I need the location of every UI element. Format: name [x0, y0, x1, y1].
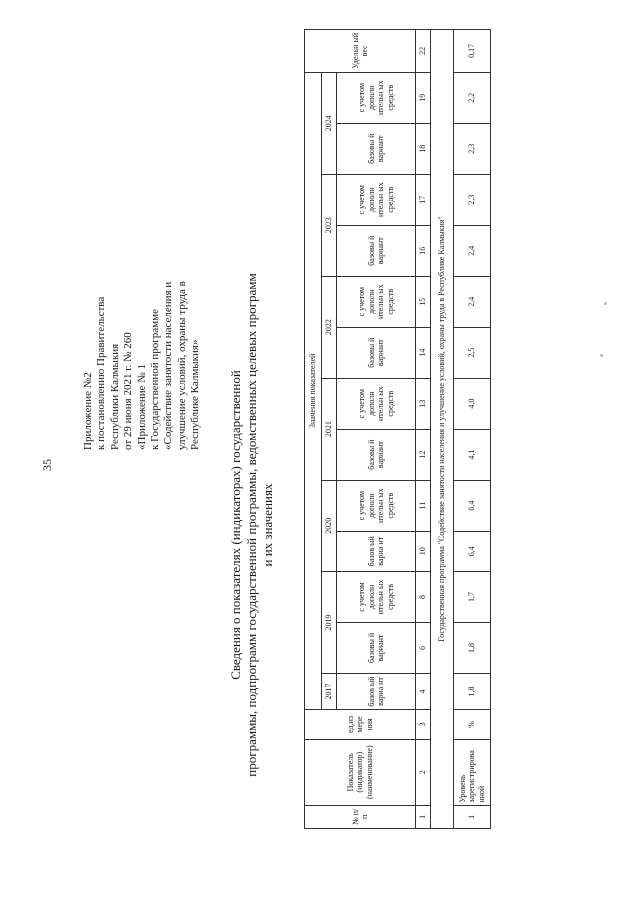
column-number: 12 — [416, 429, 431, 480]
header-share: Удельн ый вес — [305, 30, 416, 73]
column-number: 2 — [416, 739, 431, 805]
variant-base: базов ый вариа нт — [337, 673, 416, 709]
row-value: 2,4 — [454, 225, 491, 276]
column-number: 15 — [416, 276, 431, 327]
variant-base: базовы й вариант — [337, 327, 416, 378]
variant-with-funds: с учетом дополн ительн ых средств — [337, 276, 416, 327]
appendix-line: к Государственной программе — [149, 309, 162, 450]
year-2017: 2017 — [322, 673, 337, 709]
variant-with-funds: с учетом дополн ительн ых средств — [337, 480, 416, 531]
variant-base: базовы й вариант — [337, 225, 416, 276]
column-number: 6 — [416, 622, 431, 673]
year-2019: 2019 — [322, 571, 337, 673]
appendix-line: «Содействие занятости населения и — [162, 281, 175, 450]
appendix-line: от 29 июня 2021 г. № 260 — [122, 332, 135, 450]
variant-base: базовы й вариант — [337, 429, 416, 480]
table-row — [454, 30, 491, 829]
row-value: 4,0 — [454, 378, 491, 429]
variant-with-funds: с учетом дополн ительн ых средств — [337, 174, 416, 225]
column-number: 4 — [416, 673, 431, 709]
column-number: 18 — [416, 123, 431, 174]
appendix-line: Республики Калмыкия — [108, 343, 121, 450]
year-2024: 2024 — [322, 72, 337, 174]
column-number: 1 — [416, 805, 431, 828]
column-number: 19 — [416, 72, 431, 123]
year-2021: 2021 — [322, 378, 337, 480]
column-number: 22 — [416, 30, 431, 73]
row-value: 6,4 — [454, 480, 491, 531]
column-number: 3 — [416, 710, 431, 740]
year-2023: 2023 — [322, 174, 337, 276]
title-line: программы, подпрограмм государственной программы, ведомственных целевых программ — [244, 273, 259, 777]
row-value: 2,4 — [454, 276, 491, 327]
row-value: 2,3 — [454, 174, 491, 225]
row-value: 1,7 — [454, 571, 491, 622]
year-2022: 2022 — [322, 276, 337, 378]
row-unit: % — [454, 710, 491, 740]
appendix-line: «Приложение № 1 — [135, 363, 148, 450]
column-number: 10 — [416, 531, 431, 571]
column-number: 13 — [416, 378, 431, 429]
program-title-row: Государственная программа "Содействие занятости населения и улучшение условий, охраны труда в Республике Калмыкия" — [431, 30, 454, 829]
row-value: 2,2 — [454, 72, 491, 123]
title-line: Сведения о показателях (индикаторах) государственной — [228, 370, 243, 680]
appendix-line: Приложение №2 — [82, 372, 94, 450]
header-indicator: Показатель (индикатор) (наименование) — [305, 739, 416, 805]
column-number: 16 — [416, 225, 431, 276]
appendix-note — [82, 130, 203, 450]
row-number: 1 — [454, 805, 491, 828]
variant-with-funds: с учетом дополн ительн ых средств — [337, 378, 416, 429]
row-value: 4,1 — [454, 429, 491, 480]
column-number: 11 — [416, 480, 431, 531]
row-value: 0,17 — [454, 30, 491, 73]
row-value: 1,8 — [454, 622, 491, 673]
header-unit: ед.из мере ния — [305, 710, 416, 740]
document-title — [228, 225, 276, 825]
row-value: 6,4 — [454, 531, 491, 571]
appendix-line: к постановлению Правительства — [95, 296, 108, 450]
row-value: 2,3 — [454, 123, 491, 174]
column-number: 14 — [416, 327, 431, 378]
row-value: 1,8 — [454, 673, 491, 709]
indicators-table — [304, 29, 491, 829]
variant-base: базовы й вариант — [337, 123, 416, 174]
row-indicator: Уровень зарегистрирова нной — [454, 739, 491, 805]
scan-speck — [604, 302, 607, 305]
variant-with-funds: с учетом дополн ительн ых средств — [337, 571, 416, 622]
row-value: 2,5 — [454, 327, 491, 378]
page-number: 35 — [40, 459, 54, 471]
header-number: № п/п — [305, 805, 416, 828]
title-line: и их значениях — [260, 483, 275, 567]
appendix-line: Республике Калмыкия» — [189, 339, 202, 450]
column-number: 8 — [416, 571, 431, 622]
column-number: 17 — [416, 174, 431, 225]
variant-with-funds: с учетом дополн ительн ых средств — [337, 72, 416, 123]
scan-speck — [600, 354, 603, 357]
appendix-line: улучшение условий, охраны труда в — [175, 281, 188, 450]
year-2020: 2020 — [322, 480, 337, 571]
variant-base: базовы й вариант — [337, 622, 416, 673]
header-values: Значения показателей — [305, 72, 322, 709]
variant-base: базов ый вариа нт — [337, 531, 416, 571]
